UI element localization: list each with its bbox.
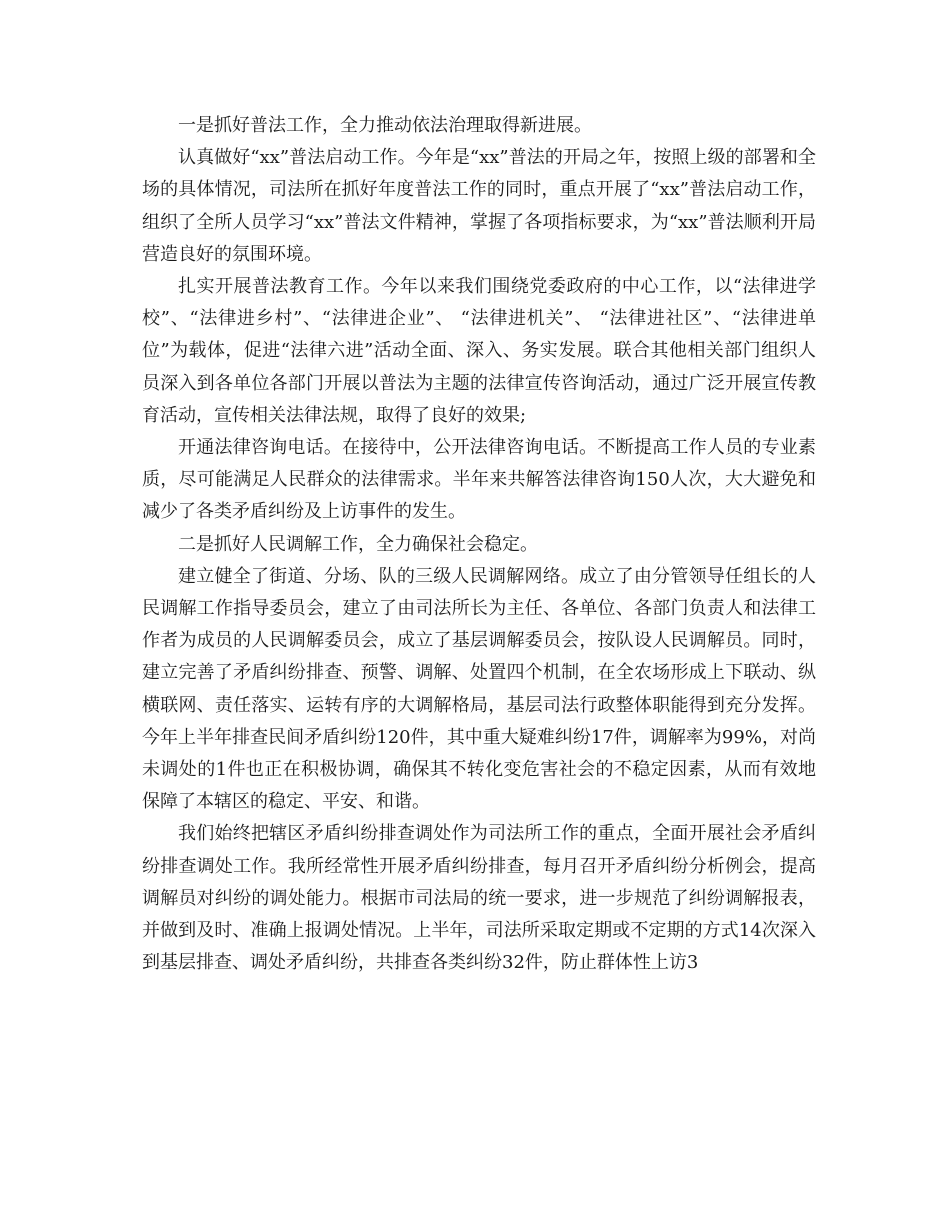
paragraph: 扎实开展普法教育工作。今年以来我们围绕党委政府的中心工作，以“法律进学校”、“法律进乡村”、“法律进企业”、 “法律进机关”、 “法律进社区”、“法律进单位”为载体，促进“法律六进”活动全面、深入、务实发展。联合其他相关部门组织人员深入到各单位各部门开展以普法为主题的法律宣传咨询活动，通过广泛开展宣传教育活动，宣传相关法律法规，取得了良好的效果; xyxy=(142,276,816,426)
paragraph: 建立健全了街道、分场、队的三级人民调解网络。成立了由分管领导任组长的人民调解工作指导委员会，建立了由司法所长为主任、各单位、各部门负责人和法律工作者为成员的人民调解委员会，成立了基层调解委员会，按队设人民调解员。同时，建立完善了矛盾纠纷排查、预警、调解、处置四个机制，在全农场形成上下联动、纵横联网、责任落实、运转有序的大调解格局，基层司法行政整体职能得到充分发挥。今年上半年排查民间矛盾纠纷120件，其中重大疑难纠纷17件，调解率为99%，对尚未调处的1件也正在积极协调，确保其不转化变危害社会的不稳定因素，从而有效地保障了本辖区的稳定、平安、和谐。 xyxy=(142,565,816,813)
paragraph: 认真做好“xx”普法启动工作。今年是“xx”普法的开局之年，按照上级的部署和全场的具体情况，司法所在抓好年度普法工作的同时，重点开展了“xx”普法启动工作，组织了全所人员学习“xx”普法文件精神，掌握了各项指标要求，为“xx”普法顺利开局营造良好的氛围环境。 xyxy=(142,147,816,265)
paragraph-heading-1: 一是抓好普法工作，全力推动依法治理取得新进展。 xyxy=(178,115,592,136)
paragraph-heading-2: 二是抓好人民调解工作，全力确保社会稳定。 xyxy=(178,533,538,555)
paragraph: 开通法律咨询电话。在接待中，公开法律咨询电话。不断提高工作人员的专业素质，尽可能满足人民群众的法律需求。半年来共解答法律咨询150人次，大大避免和减少了各类矛盾纠纷及上访事件的发生。 xyxy=(142,437,816,523)
paragraph: 我们始终把辖区矛盾纠纷排查调处作为司法所工作的重点，全面开展社会矛盾纠纷排查调处工作。我所经常性开展矛盾纠纷排查，每月召开矛盾纠纷分析例会，提高调解员对纠纷的调处能力。根据市司法局的统一要求，进一步规范了纠纷调解报表，并做到及时、准确上报调处情况。上半年，司法所采取定期或不定期的方式14次深入到基层排查、调处矛盾纠纷，共排查各类纠纷32件，防止群体性上访3 xyxy=(142,823,816,974)
document-body xyxy=(142,110,816,979)
